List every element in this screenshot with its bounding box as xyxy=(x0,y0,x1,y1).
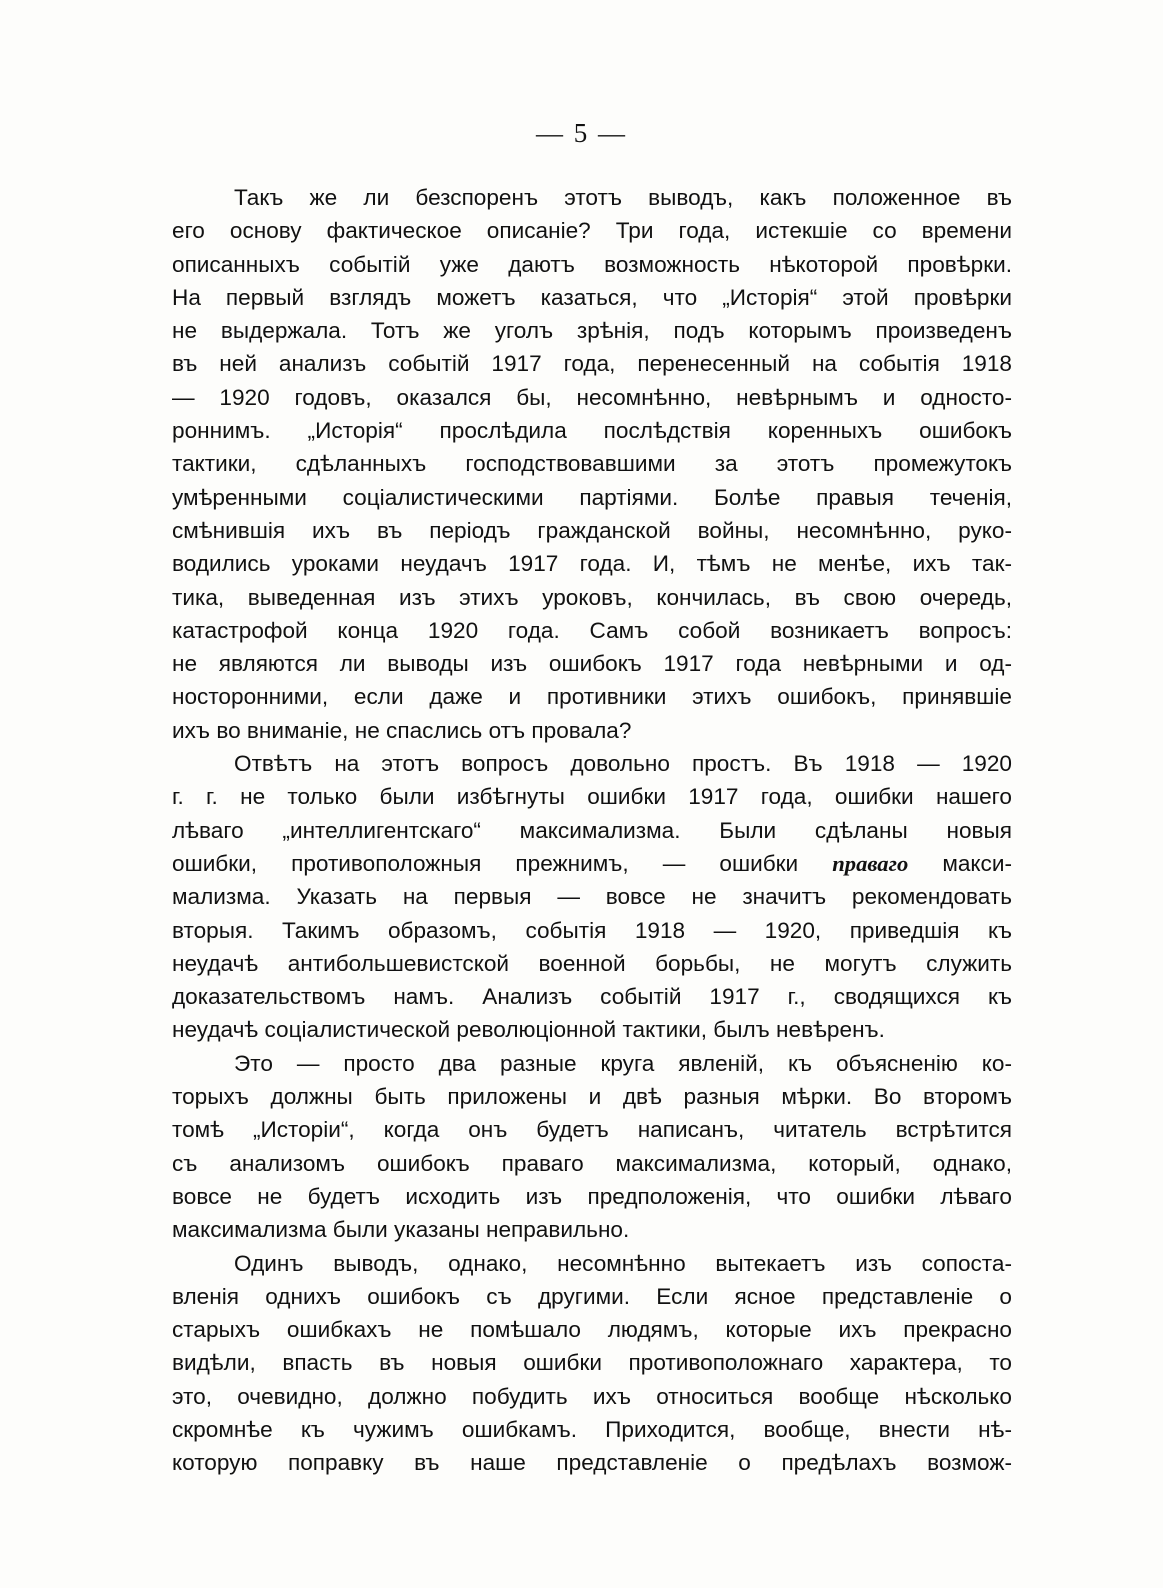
page-number: — 5 — xyxy=(536,118,627,148)
text-line: его основу фактическое описаніе? Три года, истекшіе со времени xyxy=(172,218,1012,244)
text-line: вовсе не будетъ исходить изъ предположенія, что ошибки лѣваго xyxy=(172,1183,1012,1209)
text-line: мализма. Указать на первыя — вовсе не значитъ рекомендовать xyxy=(172,884,1012,910)
paragraph-3 xyxy=(172,1047,1012,1247)
paragraph-2 xyxy=(172,747,1012,1047)
text-line: умѣренными соціалистическими партіями. Болѣе правыя теченія, xyxy=(172,484,1012,510)
text-line: старыхъ ошибкахъ не помѣшало людямъ, которые ихъ прекрасно xyxy=(172,1317,1012,1343)
text-line: не являются ли выводы изъ ошибокъ 1917 года невѣрными и од- xyxy=(172,651,1012,677)
text-line: — 1920 годовъ, оказался бы, несомнѣнно, невѣрнымъ и односто- xyxy=(172,384,1012,410)
text-line: лѣваго „интеллигентскаго“ максимализма. Были сдѣланы новыя xyxy=(172,817,1012,843)
text-line: въ ней анализъ событій 1917 года, перенесенный на событія 1918 xyxy=(172,351,1012,377)
text-segment: ошибки, противоположныя прежнимъ, — ошибки xyxy=(172,850,799,876)
text-line: съ анализомъ ошибокъ праваго максимализма, который, однако, xyxy=(172,1150,1012,1176)
text-line: смѣнившія ихъ въ періодъ гражданской войны, несомнѣнно, руко- xyxy=(172,517,1012,543)
text-line: торыхъ должны быть приложены и двѣ разныя мѣрки. Во второмъ xyxy=(172,1084,1012,1110)
text-line-with-italic xyxy=(172,847,1012,880)
text-line: катастрофой конца 1920 года. Самъ собой возникаетъ вопросъ: xyxy=(172,617,1012,643)
text-line: не выдержала. Тотъ же уголъ зрѣнія, подъ которымъ произведенъ xyxy=(172,318,1012,344)
paragraph-4 xyxy=(172,1247,1012,1480)
text-line: тактики, сдѣланныхъ господствовавшими за этотъ промежутокъ xyxy=(172,451,1012,477)
text-line: максимализма были указаны неправильно. xyxy=(172,1217,630,1243)
text-line: описанныхъ событій уже даютъ возможность нѣкоторой провѣрки. xyxy=(172,251,1012,277)
text-line: Одинъ выводъ, однако, несомнѣнно вытекаетъ изъ сопоста- xyxy=(234,1250,1012,1276)
text-line: роннимъ. „Исторія“ прослѣдила послѣдствія коренныхъ ошибокъ xyxy=(172,418,1012,444)
text-line: Такъ же ли безспоренъ этотъ выводъ, какъ положенное въ xyxy=(234,185,1012,210)
text-line: Отвѣтъ на этотъ вопросъ довольно простъ. Въ 1918 — 1920 xyxy=(234,751,1012,777)
text-line: неудачѣ соціалистической революціонной тактики, былъ невѣренъ. xyxy=(172,1017,885,1043)
text-line: видѣли, впасть въ новыя ошибки противоположнаго характера, то xyxy=(172,1350,1012,1376)
text-line: томѣ „Исторіи“, когда онъ будетъ написанъ, читатель встрѣтится xyxy=(172,1117,1012,1143)
text-line: г. г. не только были избѣгнуты ошибки 1917 года, ошибки нашего xyxy=(172,784,1012,810)
text-line: неудачѣ антибольшевистской военной борьбы, не могутъ служить xyxy=(172,950,1012,976)
text-line: скромнѣе къ чужимъ ошибкамъ. Приходится, вообще, внести нѣ- xyxy=(172,1416,1012,1442)
text-line: носторонними, если даже и противники этихъ ошибокъ, принявшіе xyxy=(172,684,1012,710)
text-line: тика, выведенная изъ этихъ уроковъ, кончилась, въ свою очередь, xyxy=(172,584,1012,610)
text-line: доказательствомъ намъ. Анализъ событій 1917 г., сводящихся къ xyxy=(172,984,1012,1010)
text-line: вторыя. Такимъ образомъ, событія 1918 — 1920, приведшія къ xyxy=(172,917,1012,943)
text-line: которую поправку въ наше представленіе о предѣлахъ возмож- xyxy=(172,1450,1012,1476)
text-line: ихъ во вниманіе, не спаслись отъ провала? xyxy=(172,717,632,743)
text-body xyxy=(172,181,1012,1480)
text-line: вленія однихъ ошибокъ съ другими. Если ясное представленіе о xyxy=(172,1283,1012,1309)
text-line: водились уроками неудачъ 1917 года. И, тѣмъ не менѣе, ихъ так- xyxy=(172,551,1012,577)
text-segment: макси- xyxy=(942,850,1012,876)
italic-word: праваго xyxy=(832,850,909,876)
paragraph-1 xyxy=(172,181,1012,747)
text-line: На первый взглядъ можетъ казаться, что „Исторія“ этой провѣрки xyxy=(172,284,1012,310)
text-line: это, очевидно, должно побудить ихъ относиться вообще нѣсколько xyxy=(172,1383,1012,1409)
text-line: Это — просто два разные круга явленій, къ объясненію ко- xyxy=(234,1050,1012,1076)
